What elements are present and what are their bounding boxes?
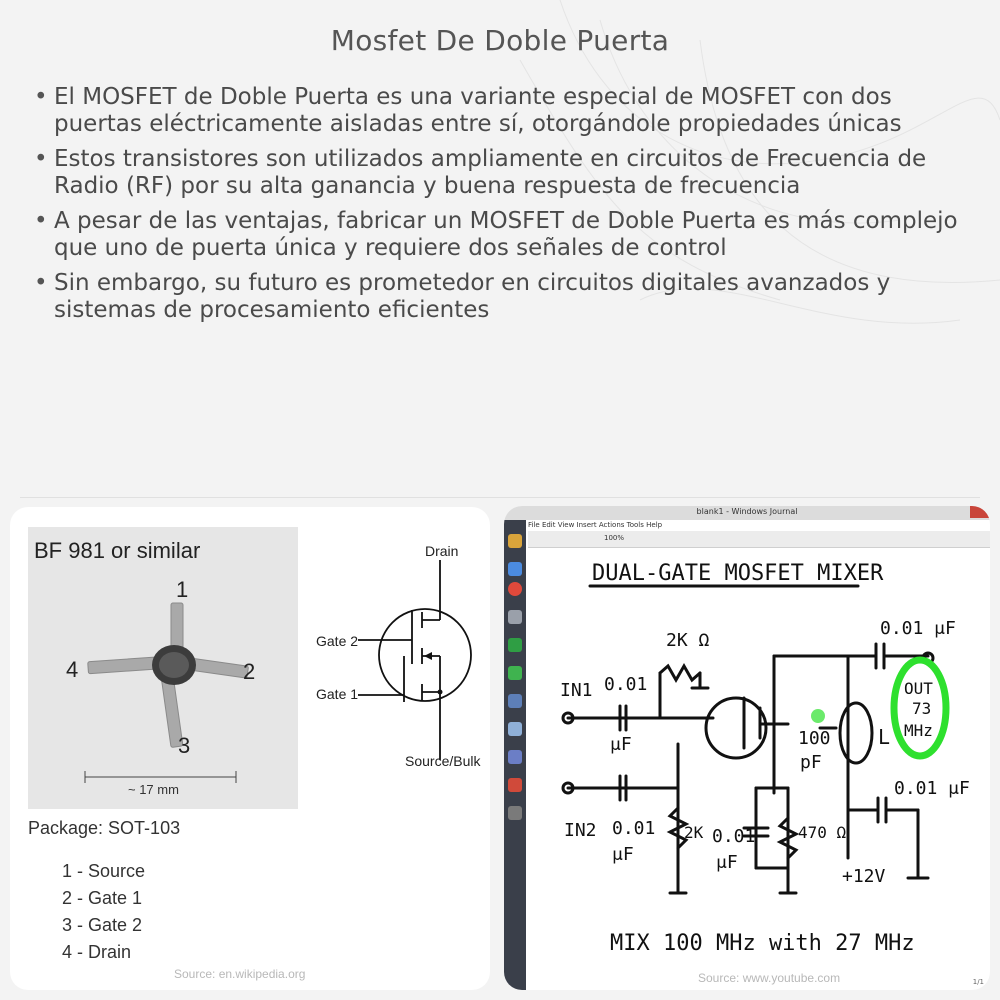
pin-list-item: 2 - Gate 1 — [62, 888, 143, 908]
pin-3-label: 3 — [178, 733, 191, 758]
bullet-item: • Sin embargo, su futuro es prometedor en circuitos digitales avanzados y sistemas de procesamiento eficientes — [30, 270, 980, 324]
sketch-c-in1-unit: μF — [610, 734, 632, 755]
sketch-footer: MIX 100 MHz with 27 MHz — [610, 931, 915, 956]
sketch-r-top: 2K Ω — [666, 630, 710, 651]
mosfet-symbol — [350, 560, 490, 760]
taskbar — [504, 520, 526, 990]
bullet-item: • A pesar de las ventajas, fabricar un MOSFET de Doble Puerta es más complejo que uno de puerta única y requiere dos señales de control — [30, 208, 980, 262]
sketch-heading: DUAL-GATE MOSFET MIXER — [592, 561, 884, 586]
pin-list-item: 3 - Gate 2 — [62, 915, 143, 935]
app-icon[interactable] — [508, 694, 522, 708]
chrome-icon[interactable] — [508, 582, 522, 596]
right-source-credit: Source: www.youtube.com — [698, 971, 841, 985]
window-title: blank1 - Windows Journal — [696, 507, 798, 516]
sketch-cap-100: 100 — [798, 728, 831, 749]
page-status: 1/1 — [972, 978, 984, 986]
left-source-credit: Source: en.wikipedia.org — [174, 967, 306, 981]
sketch-out-2: 73 — [912, 699, 932, 718]
app-icon[interactable] — [508, 806, 522, 820]
close-button[interactable] — [970, 506, 990, 518]
gate1-label: Gate 1 — [316, 686, 359, 702]
pin-2-label: 2 — [243, 659, 256, 684]
sketch-c-mid: 0.01 — [712, 826, 756, 847]
bullet-item: • El MOSFET de Doble Puerta es una variante especial de MOSFET con dos puertas eléctricamente aisladas entre sí, otorgándole propiedades únicas — [30, 84, 980, 138]
sketch-cap-right: 0.01 μF — [894, 778, 970, 799]
photo-title: BF 981 or similar — [34, 538, 201, 563]
app-icon[interactable] — [508, 666, 522, 680]
folder-icon[interactable] — [508, 534, 522, 548]
bullet-item: • Estos transistores son utilizados ampliamente en circuitos de Frecuencia de Radio (RF) por su alta ganancia y buena respuesta de frecuencia — [30, 146, 980, 200]
sketch-c-in2: 0.01 — [612, 818, 656, 839]
sketch-out-1: OUT — [904, 679, 933, 698]
app-icon[interactable] — [508, 778, 522, 792]
window-titlebar — [504, 506, 990, 520]
bullet-list — [30, 84, 980, 332]
app-icon[interactable] — [508, 562, 522, 576]
pin-4-label: 4 — [66, 657, 79, 682]
pin-1-label: 1 — [176, 577, 189, 602]
gate2-label: Gate 2 — [316, 633, 359, 649]
sketch-inductor: L — [878, 725, 891, 749]
sketch-c-in1: 0.01 — [604, 674, 648, 695]
sketch-cap-100-unit: pF — [800, 752, 822, 773]
dimension-label: ~ 17 mm — [128, 782, 179, 797]
sketch-cap-out: 0.01 μF — [880, 618, 956, 639]
pin-list — [62, 858, 145, 966]
drain-label: Drain — [425, 543, 459, 559]
sketch-r-470: 470 Ω — [798, 823, 847, 842]
sketch-in1: IN1 — [560, 680, 593, 701]
sketch-out-3: MHz — [904, 721, 933, 740]
sketch-in2: IN2 — [564, 820, 597, 841]
app-icon[interactable] — [508, 722, 522, 736]
section-divider — [20, 497, 980, 498]
source-bulk-label: Source/Bulk — [405, 753, 481, 769]
package-label: Package: SOT-103 — [28, 818, 181, 838]
sketch-r-2k: 2K — [684, 823, 704, 842]
pin-list-item: 1 - Source — [62, 861, 146, 881]
app-icon[interactable] — [508, 610, 522, 624]
sketch-c-mid-unit: μF — [716, 852, 738, 873]
sketch-supply: +12V — [842, 866, 886, 887]
page-title: Mosfet De Doble Puerta — [330, 24, 670, 57]
app-icon[interactable] — [508, 750, 522, 764]
pin-list-item: 4 - Drain — [62, 942, 132, 962]
sketch-c-in2-unit: μF — [612, 844, 634, 865]
app-icon[interactable] — [508, 638, 522, 652]
menu-bar[interactable]: File Edit View Insert Actions Tools Help — [528, 521, 663, 529]
zoom-value[interactable]: 100% — [604, 534, 625, 542]
handwritten-circuit — [528, 548, 990, 978]
toolbar — [528, 531, 990, 548]
